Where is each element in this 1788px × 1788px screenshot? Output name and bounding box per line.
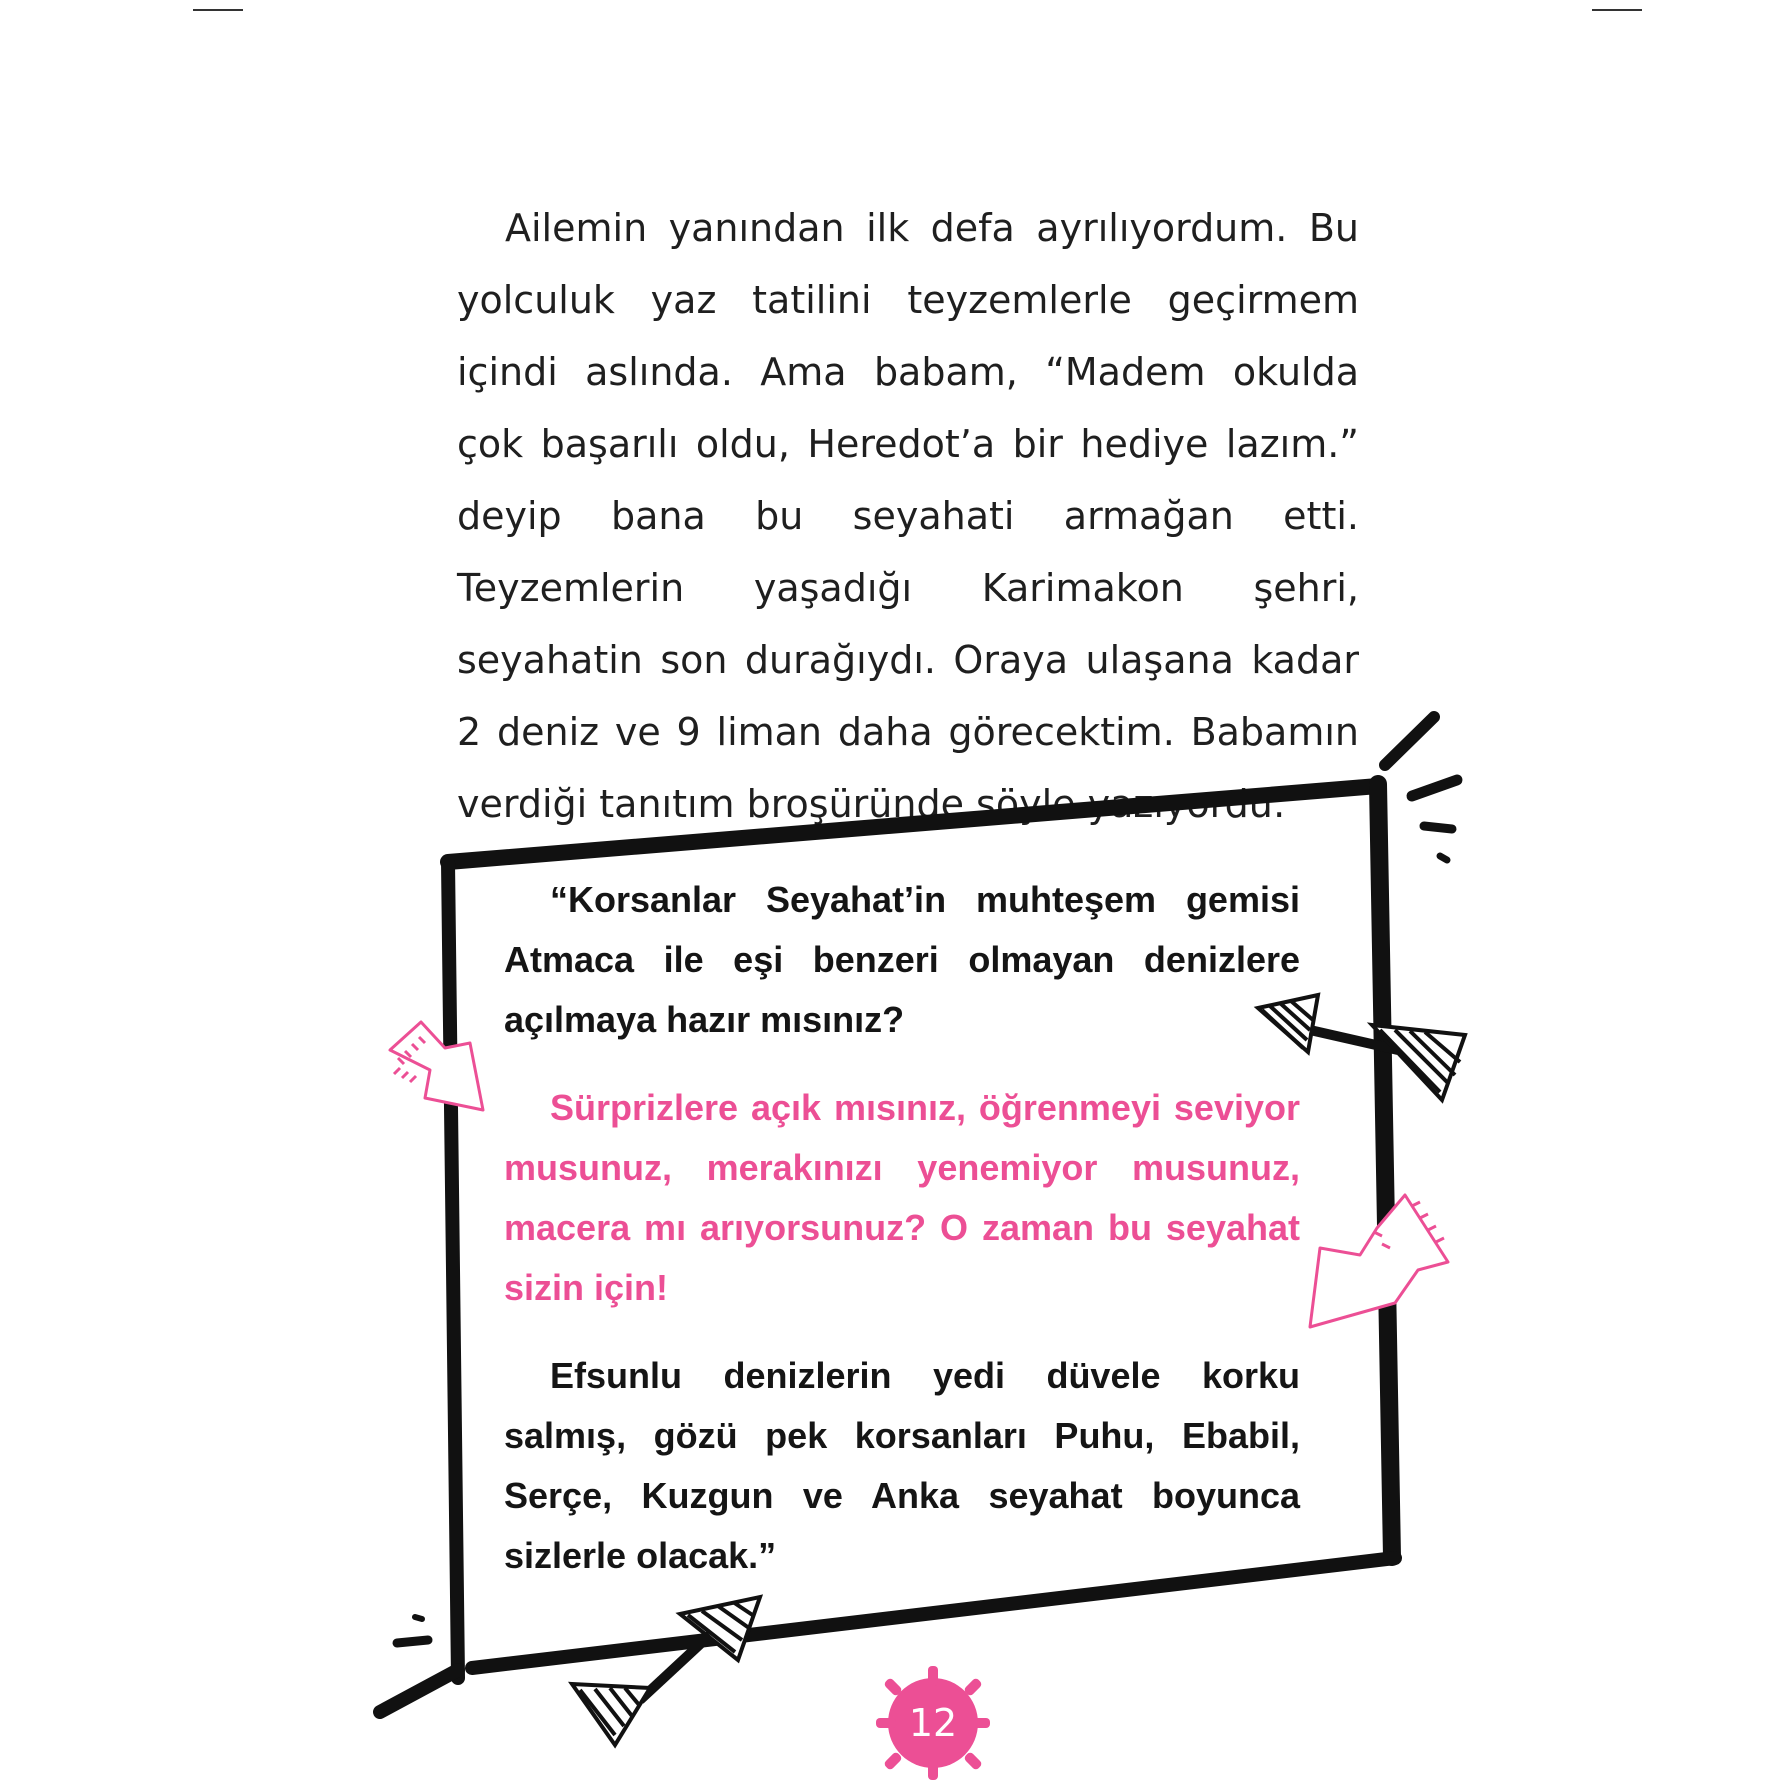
burst-lines-icon (397, 1617, 428, 1643)
striped-arrow-icon (572, 1597, 760, 1745)
page-number: 12 (908, 1701, 958, 1745)
brochure-text (504, 870, 1300, 1614)
brochure-paragraph-1: “Korsanlar Seyahat’in muhteşem gemisi Atmaca ile eşi benzeri olmayan denizlere açılmaya hazır mısınız? (504, 879, 1300, 1040)
brochure-paragraph-2: Sürprizlere açık mısınız, öğrenmeyi seviyor musunuz, merakınızı yenemiyor musunuz, macera mı arıyorsunuz? O zaman bu seyahat sizin için! (504, 1087, 1300, 1308)
pink-arrow-icon (390, 1022, 483, 1110)
burst-lines-icon (1385, 717, 1457, 860)
brochure-paragraph-3: Efsunlu denizlerin yedi düvele korku salmış, gözü pek korsanları Puhu, Ebabil, Serçe, Kuzgun ve Anka seyahat boyunca sizlerle olacak.” (504, 1355, 1300, 1576)
intro-paragraph: Ailemin yanından ilk defa ayrılıyordum. Bu yolculuk yaz tatilini teyzemlerle geçirmem içindi aslında. Ama babam, “Madem okulda çok başarılı oldu, Heredot’a bir hediye lazım.” deyip bana bu seyahati armağan etti. Teyzemlerin yaşadığı Karimakon şehri, seyahatin son durağıydı. Oraya ulaşana kadar 2 deniz ve 9 liman daha görecektim. Babamın verdiği tanıtım broşüründe şöyle yazıyordu: (457, 206, 1359, 826)
